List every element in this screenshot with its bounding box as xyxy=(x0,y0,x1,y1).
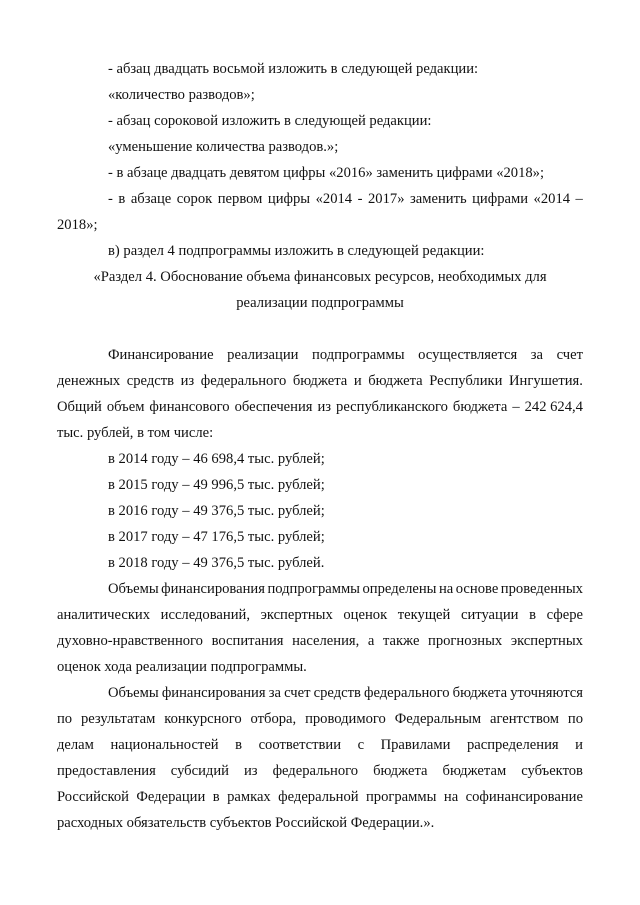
year-item: в 2017 году – 47 176,5 тыс. рублей; xyxy=(108,529,325,545)
word: счет xyxy=(556,347,583,363)
word: уточняются xyxy=(510,685,583,701)
paragraph-line: оценок хода реализации подпрограммы. xyxy=(57,659,307,675)
word: по xyxy=(567,711,583,727)
word: результатам xyxy=(80,711,156,727)
paragraph-line: - в абзаце двадцать девятом цифры «2016» заменить цифрами «2018»; xyxy=(108,165,545,181)
justified-line xyxy=(57,342,583,368)
word: бюджета xyxy=(368,373,423,389)
justified-line xyxy=(57,186,583,212)
word: экспертных xyxy=(260,607,333,623)
word: и xyxy=(353,373,362,389)
paragraph-line: - абзац двадцать восьмой изложить в следующей редакции: xyxy=(108,61,479,77)
word: финансирования xyxy=(161,581,265,597)
word: 242 624,4 xyxy=(524,399,583,415)
word: Общий xyxy=(57,399,102,415)
word: из xyxy=(180,373,195,389)
document-page xyxy=(57,56,583,836)
word: населения, xyxy=(292,633,360,649)
word: Федеральным xyxy=(394,711,482,727)
word: аналитических xyxy=(57,607,151,623)
word: федерального xyxy=(364,685,450,701)
word: с xyxy=(357,737,365,753)
word: рамках xyxy=(227,789,271,805)
word: финансового xyxy=(149,399,230,415)
word: Ингушетия. xyxy=(509,373,583,389)
word: распределения xyxy=(466,737,559,753)
word: агентством xyxy=(490,711,560,727)
word: из xyxy=(243,763,258,779)
justified-line xyxy=(57,576,583,602)
word: федерального xyxy=(272,763,359,779)
word: – xyxy=(512,399,520,415)
word: предоставления xyxy=(57,763,156,779)
word: в xyxy=(235,737,243,753)
word: денежных xyxy=(57,373,121,389)
paragraph-line: расходных обязательств субъектов Российской Федерации.». xyxy=(57,815,435,831)
word: за xyxy=(530,347,544,363)
word: на xyxy=(443,789,459,805)
justified-line xyxy=(57,706,583,732)
word: основе xyxy=(455,581,499,597)
word: в xyxy=(529,607,536,623)
word: реализации xyxy=(227,347,299,363)
word: ситуации xyxy=(460,607,519,623)
paragraph-line: «уменьшение количества разводов.»; xyxy=(108,139,339,155)
section-heading-cont: реализации подпрограммы xyxy=(236,295,404,311)
year-item: в 2014 году – 46 698,4 тыс. рублей; xyxy=(108,451,325,467)
word: подпрограммы xyxy=(312,347,405,363)
paragraph-line: «количество разводов»; xyxy=(108,87,255,103)
word: программы xyxy=(366,789,437,805)
word: на xyxy=(438,581,454,597)
word: в xyxy=(118,191,126,207)
word: бюджета xyxy=(452,685,508,701)
word: заменить xyxy=(410,191,467,207)
word: федерального xyxy=(200,373,287,389)
justified-line xyxy=(57,394,583,420)
word: текущей xyxy=(397,607,451,623)
word: «2014 xyxy=(315,191,353,207)
justified-line xyxy=(57,784,583,810)
word: объем xyxy=(106,399,145,415)
paragraph-line: 2018»; xyxy=(57,217,98,233)
paragraph-line: в) раздел 4 подпрограммы изложить в следующей редакции: xyxy=(108,243,485,259)
word: бюджетам xyxy=(442,763,507,779)
word: субсидий xyxy=(170,763,229,779)
word: соответствии xyxy=(258,737,342,753)
word: субъектов xyxy=(521,763,583,779)
year-item: в 2018 году – 49 376,5 тыс. рублей. xyxy=(108,555,325,571)
word: республиканского xyxy=(336,399,448,415)
word: определены xyxy=(362,581,437,597)
word: в xyxy=(212,789,220,805)
justified-line xyxy=(57,758,583,784)
word: Правилами xyxy=(380,737,451,753)
word: – xyxy=(575,191,583,207)
word: абзаце xyxy=(130,191,172,207)
word: за xyxy=(268,685,281,701)
section-heading: «Раздел 4. Обоснование объема финансовых ресурсов, необходимых для xyxy=(93,269,547,285)
word: Объемы xyxy=(108,581,159,597)
justified-line xyxy=(57,628,583,654)
word: осуществляется xyxy=(418,347,518,363)
word: федеральной xyxy=(278,789,359,805)
word: Российской xyxy=(57,789,129,805)
word: первом xyxy=(217,191,263,207)
word: делам xyxy=(57,737,94,753)
word: экспертных xyxy=(510,633,583,649)
word: Республики xyxy=(429,373,503,389)
word: исследований, xyxy=(160,607,250,623)
word: прогнозных xyxy=(428,633,503,649)
word: цифры xyxy=(267,191,311,207)
paragraph-line: - абзац сороковой изложить в следующей редакции: xyxy=(108,113,432,129)
word: сорок xyxy=(176,191,213,207)
word: из xyxy=(317,399,332,415)
word: сфере xyxy=(546,607,583,623)
word: отбора, xyxy=(250,711,297,727)
word: воспитания xyxy=(211,633,284,649)
word: счет xyxy=(284,685,311,701)
word: проводимого xyxy=(305,711,386,727)
word: - xyxy=(357,191,363,207)
word: финансирования xyxy=(161,685,266,701)
word: духовно-нравственного xyxy=(57,633,203,649)
word: Объемы xyxy=(108,685,159,701)
word: софинансирование xyxy=(465,789,583,805)
word: цифрами xyxy=(472,191,529,207)
word: Финансирование xyxy=(108,347,214,363)
word: оценок xyxy=(343,607,388,623)
spacer xyxy=(57,316,583,342)
justified-line xyxy=(57,602,583,628)
word: «2014 xyxy=(533,191,571,207)
word: Федерации xyxy=(136,789,206,805)
year-item: в 2016 году – 49 376,5 тыс. рублей; xyxy=(108,503,325,519)
justified-line xyxy=(57,368,583,394)
word: бюджета xyxy=(292,373,348,389)
word: и xyxy=(575,737,583,753)
word: по xyxy=(57,711,73,727)
word: средств xyxy=(313,685,361,701)
word: национальностей xyxy=(110,737,219,753)
word: а xyxy=(367,633,375,649)
word: бюджета xyxy=(373,763,428,779)
word: - xyxy=(108,191,113,207)
word: проведенных xyxy=(500,581,583,597)
word: подпрограммы xyxy=(267,581,360,597)
justified-line xyxy=(57,732,583,758)
word: конкурсного xyxy=(164,711,242,727)
word: бюджета xyxy=(452,399,508,415)
word: также xyxy=(382,633,420,649)
word: обеспечения xyxy=(234,399,313,415)
year-item: в 2015 году – 49 996,5 тыс. рублей; xyxy=(108,477,325,493)
justified-line xyxy=(57,680,583,706)
word: 2017» xyxy=(368,191,405,207)
word: средств xyxy=(126,373,174,389)
paragraph-line: тыс. рублей, в том числе: xyxy=(57,425,214,441)
